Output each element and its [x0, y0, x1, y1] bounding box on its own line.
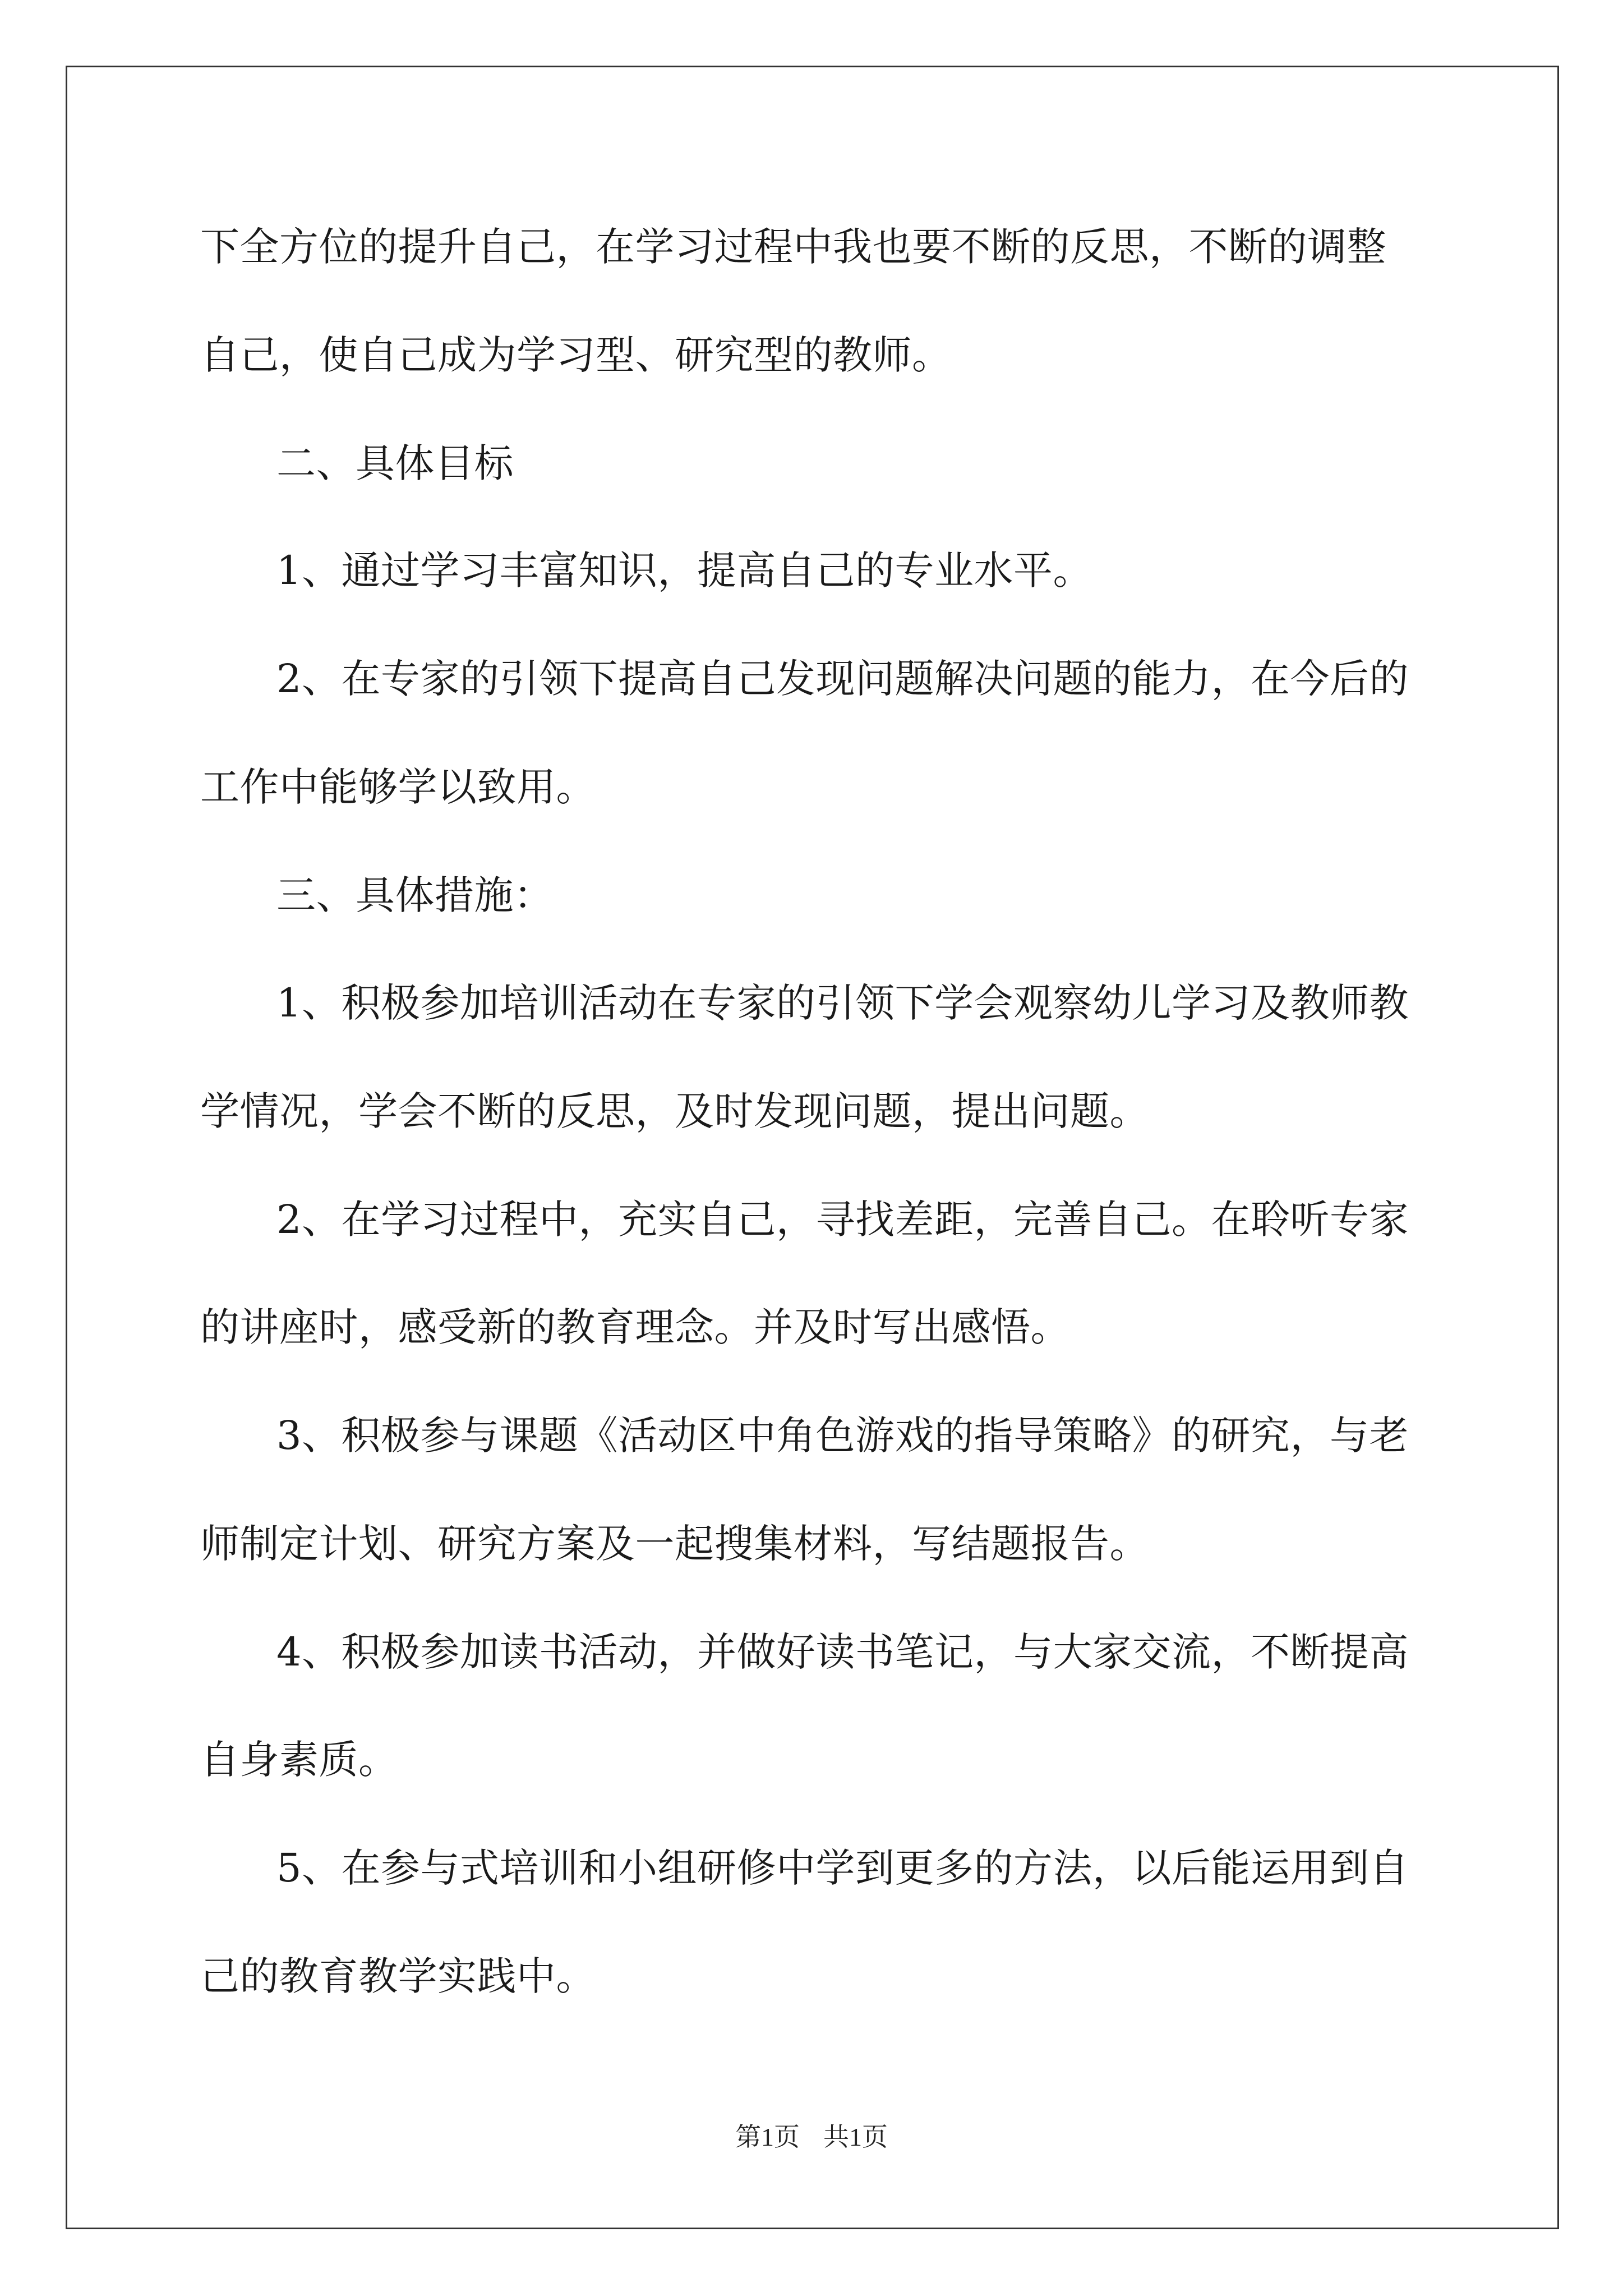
text-line: 下全方位的提升自己，在学习过程中我也要不断的反思，不断的调整	[200, 224, 1386, 270]
text-line: 师制定计划、研究方案及一起搜集材料，写结题报告。	[200, 1521, 1149, 1567]
page-footer	[0, 2120, 1623, 2154]
text-line: 5、在参与式培训和小组研修中学到更多的方法，以后能运用到自	[276, 1845, 1409, 1891]
text-line: 己的教育教学实践中。	[200, 1953, 596, 1999]
text-line: 1、积极参加培训活动在专家的引领下学会观察幼儿学习及教师教	[276, 980, 1409, 1026]
text-line: 4、积极参加读书活动，并做好读书笔记，与大家交流，不断提高	[276, 1629, 1409, 1675]
section-heading: 二、具体目标	[276, 440, 514, 486]
text-line: 自身素质。	[200, 1737, 398, 1783]
text-line: 2、在专家的引领下提高自己发现问题解决问题的能力，在今后的	[276, 656, 1409, 702]
page-number-current: 第1页	[735, 2123, 800, 2151]
text-line: 自己，使自己成为学习型、研究型的教师。	[200, 332, 952, 378]
text-line: 1、通过学习丰富知识，提高自己的专业水平。	[276, 547, 1093, 593]
text-line: 的讲座时，感受新的教育理念。并及时写出感悟。	[200, 1304, 1070, 1350]
section-heading: 三、具体措施：	[276, 872, 554, 918]
text-line: 工作中能够学以致用。	[200, 764, 596, 810]
text-line: 3、积极参与课题《活动区中角色游戏的指导策略》的研究，与老	[276, 1412, 1409, 1458]
page-number-total: 共1页	[823, 2123, 888, 2151]
text-line: 学情况，学会不断的反思，及时发现问题，提出问题。	[200, 1088, 1149, 1134]
text-line: 2、在学习过程中，充实自己，寻找差距，完善自己。在聆听专家	[276, 1197, 1409, 1243]
page-border	[66, 66, 1559, 2229]
